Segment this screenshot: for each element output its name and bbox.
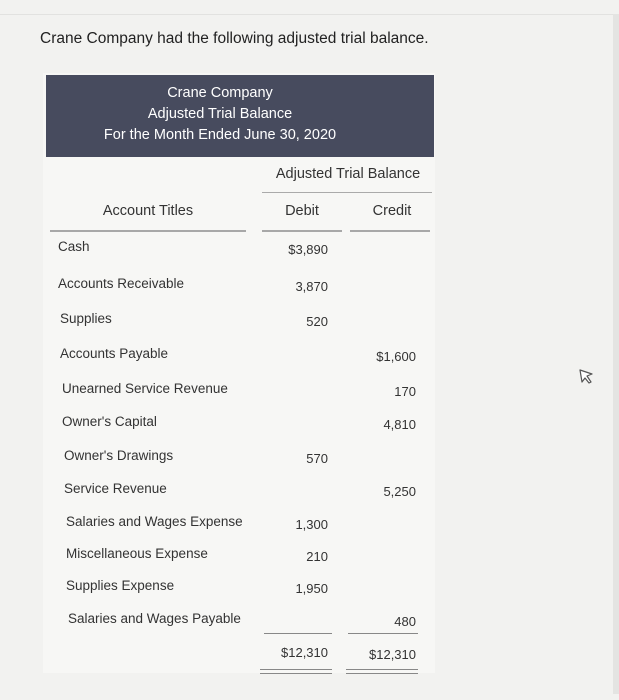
account-title: Salaries and Wages Expense — [66, 514, 243, 529]
credit-total: $12,310 — [369, 647, 416, 662]
statement-name: Adjusted Trial Balance — [147, 106, 293, 122]
account-title: Unearned Service Revenue — [62, 381, 228, 396]
top-divider — [0, 14, 619, 15]
debit-amount: 210 — [306, 549, 328, 564]
debit-heading: Debit — [285, 203, 319, 219]
credit-heading-rule — [350, 230, 430, 232]
debit-heading-rule — [262, 230, 342, 232]
account-title: Accounts Payable — [60, 346, 169, 361]
titles-heading-rule — [50, 230, 246, 232]
statement-header — [46, 75, 434, 157]
statement-period: For the Month Ended June 30, 2020 — [103, 127, 337, 143]
credit-sum-rule — [348, 633, 418, 634]
debit-amount: 1,950 — [295, 581, 328, 596]
subhead-rule — [262, 192, 432, 193]
credit-heading: Credit — [372, 203, 412, 219]
cursor-icon — [578, 368, 594, 386]
right-border — [613, 14, 619, 694]
intro-text: Crane Company had the following adjusted trial balance. — [40, 30, 429, 47]
debit-amount: 1,300 — [295, 517, 328, 532]
debit-amount: 520 — [306, 314, 328, 329]
account-title: Miscellaneous Expense — [66, 546, 208, 561]
credit-amount: 170 — [394, 384, 416, 399]
credit-amount: 480 — [394, 614, 416, 629]
debit-amount: 3,870 — [295, 279, 328, 294]
column-group-heading: Adjusted Trial Balance — [275, 166, 421, 182]
debit-total: $12,310 — [281, 645, 328, 660]
account-title: Cash — [58, 239, 90, 254]
account-title: Accounts Receivable — [58, 276, 185, 291]
credit-double-rule — [346, 669, 418, 674]
account-title: Service Revenue — [64, 481, 167, 496]
debit-amount: $3,890 — [288, 242, 328, 257]
company-name: Crane Company — [167, 85, 273, 101]
account-titles-heading: Account Titles — [102, 203, 194, 219]
account-title: Owner's Capital — [62, 414, 157, 429]
debit-amount: 570 — [306, 451, 328, 466]
debit-sum-rule — [264, 633, 332, 634]
account-title: Owner's Drawings — [64, 448, 174, 463]
credit-amount: $1,600 — [376, 349, 416, 364]
account-title: Salaries and Wages Payable — [68, 611, 241, 626]
account-title: Supplies — [60, 311, 112, 326]
credit-amount: 5,250 — [383, 484, 416, 499]
account-title: Supplies Expense — [66, 578, 175, 593]
credit-amount: 4,810 — [383, 417, 416, 432]
debit-double-rule — [260, 669, 332, 674]
